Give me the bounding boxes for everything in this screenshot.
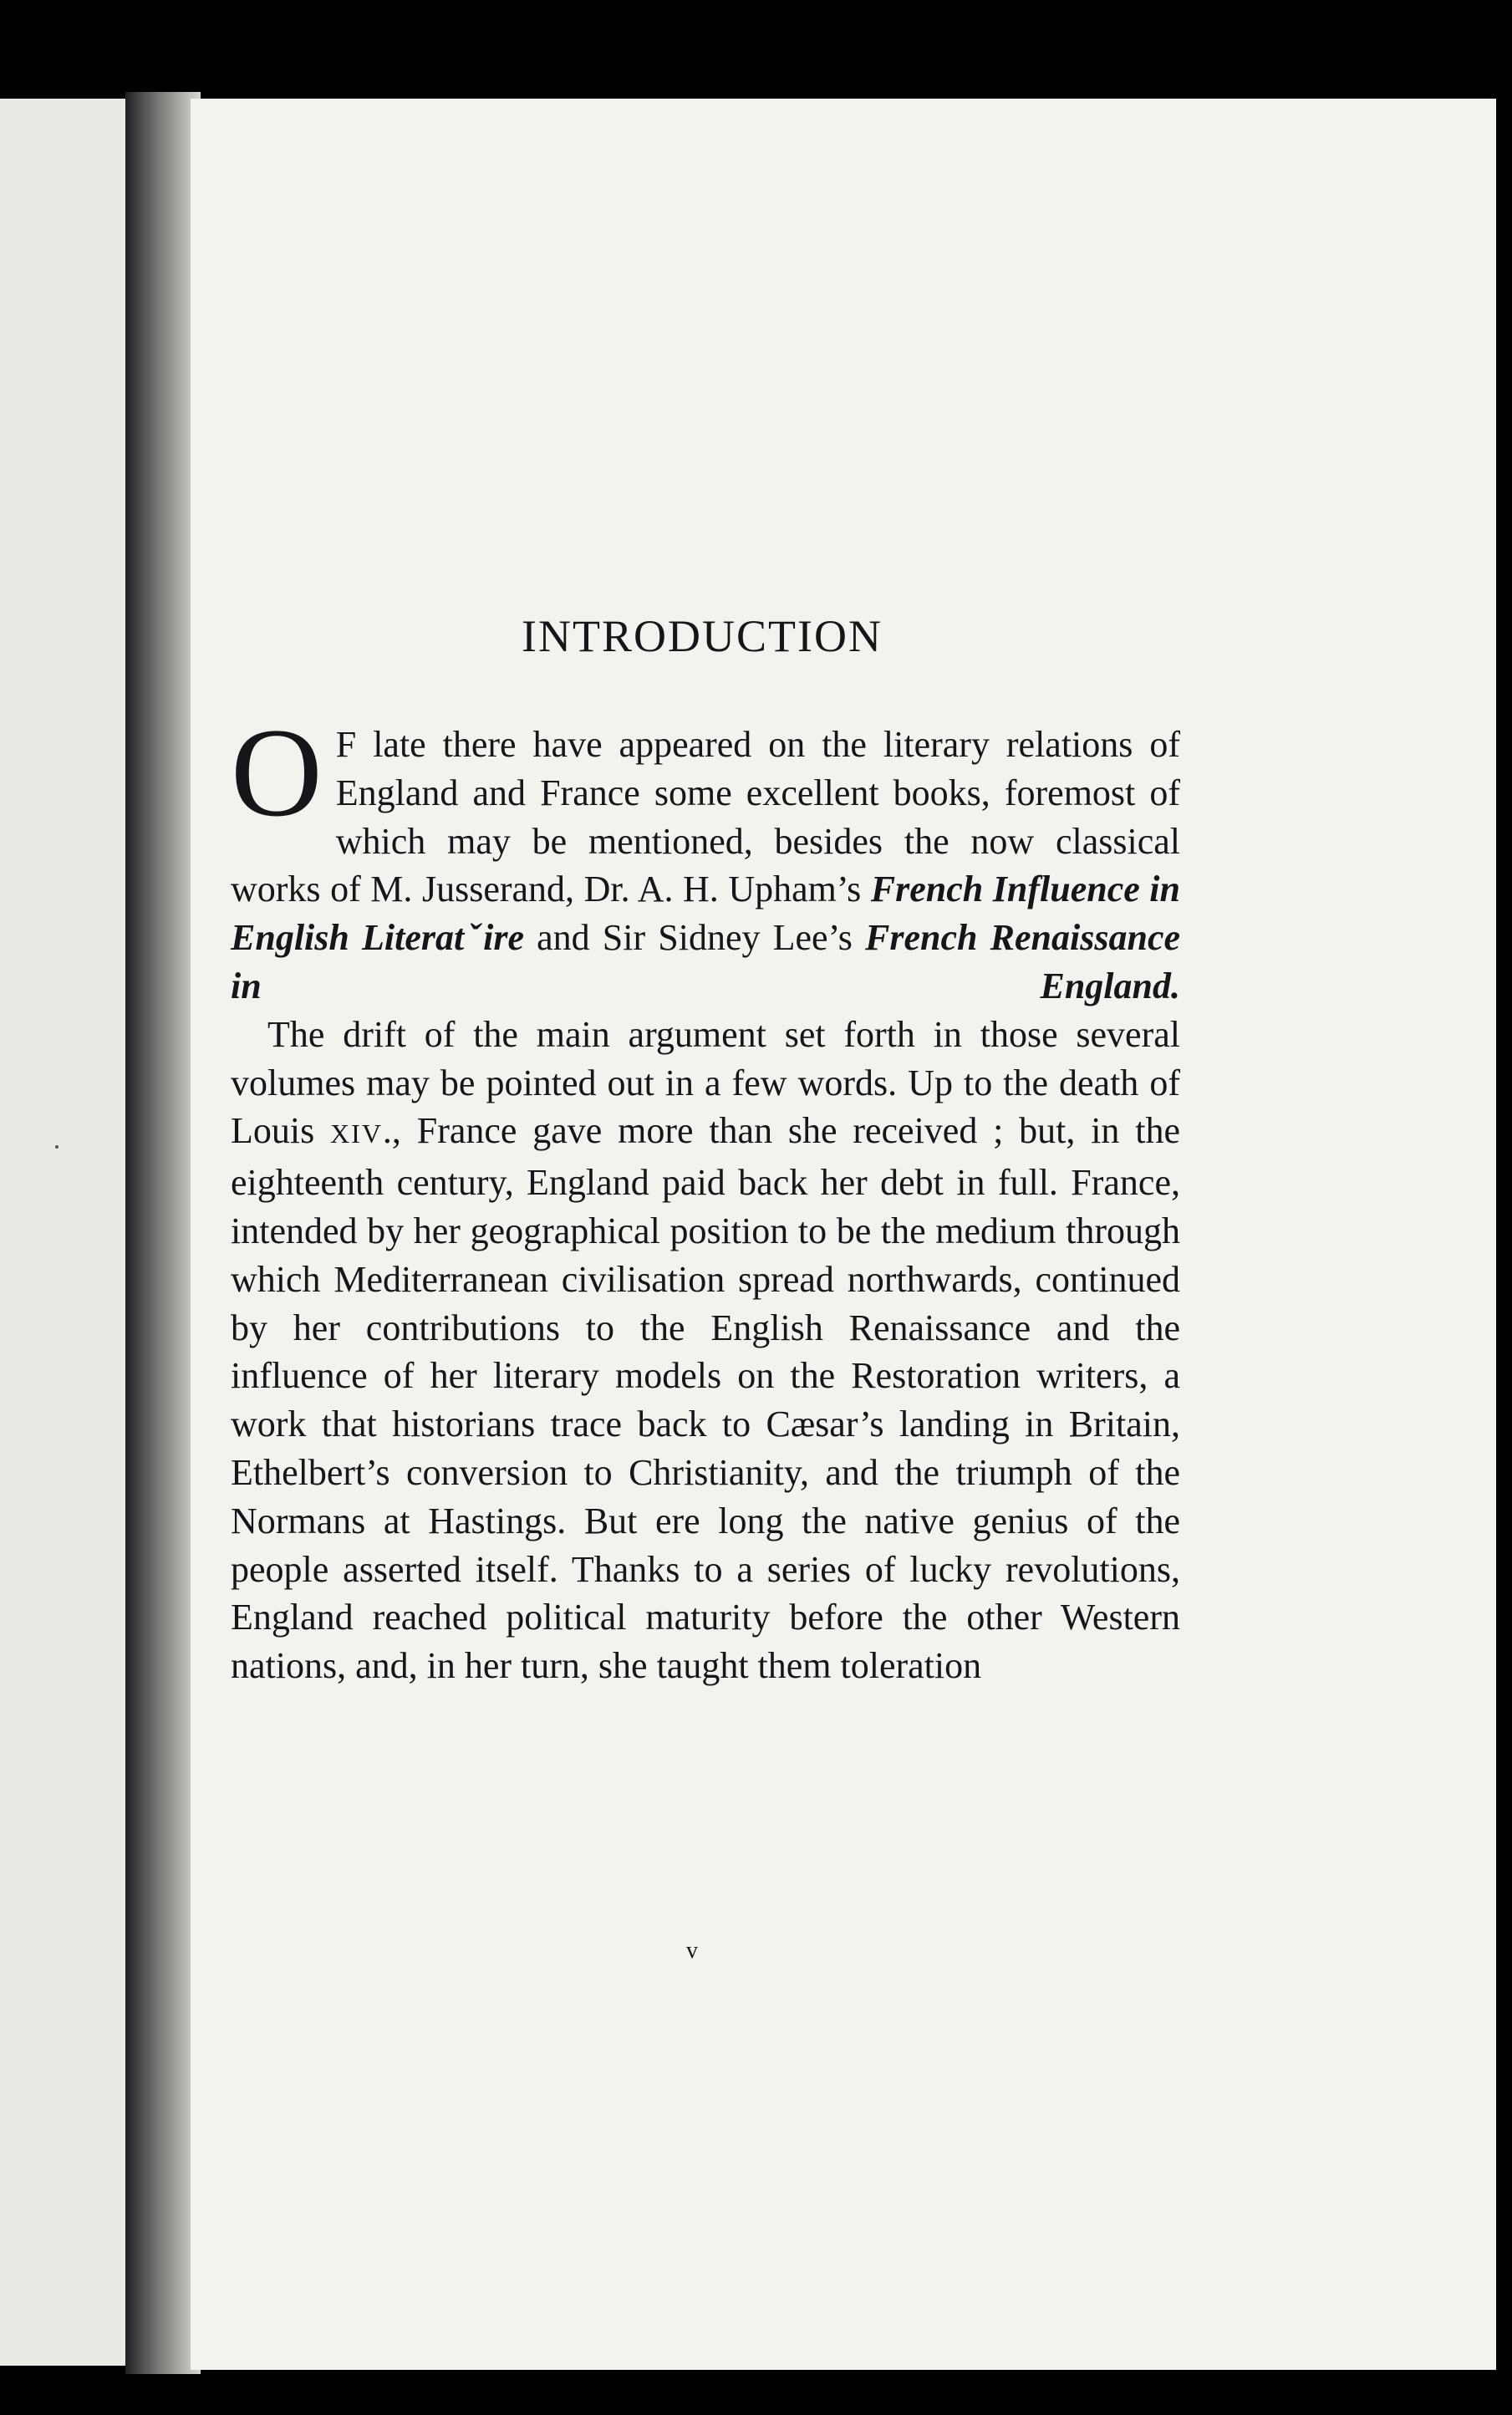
book-title-french-influence: French Influence in English Literatˇire — [231, 869, 1181, 959]
page-number: v — [686, 1938, 698, 1964]
chapter-heading: INTRODUCTION — [522, 611, 883, 661]
scan-speck — [55, 1145, 59, 1149]
book-title-french-renaissance: French Renaissance in England. — [231, 917, 1180, 1006]
body-text — [231, 702, 1181, 1690]
book-gutter — [125, 92, 201, 2374]
regnal-number: XIV — [330, 1118, 383, 1149]
paragraph-1-text: F late there have appeared on the literary relations of England and France some excellent books, foremost of which may be mentioned, besides the now classical works of M. Jusserand, Dr. A. H. Upham’s — [231, 724, 1180, 910]
paragraph-2-text: The drift of the main argument set forth in those several volumes may be pointed out in a few words. Up to the death of Louis — [231, 1013, 1180, 1152]
drop-cap: O — [231, 702, 323, 843]
paragraph-2 — [231, 1011, 1180, 1690]
paragraph-1 — [231, 702, 1181, 1011]
facing-page-edge — [0, 99, 125, 2366]
paragraph-2-text-cont: ., France gave more than she received ; but, in the eighteenth century, England paid back her debt in full. France, intended by her geographical position to be the medium through which Mediterranean civilisation spread northwards, continued by her contributions to the English Renaissance and the influence of her literary models on the Restoration writers, a work that historians trace back to Cæsar’s landing in Britain, Ethelbert’s conversion to Christianity, and the triumph of the Normans at Hastings. But ere long the native genius of the people asserted itself. Thanks to a series of lucky revolutions, England reached political maturity before the other Western nations, and, in her turn, she taught them toleration — [231, 1110, 1180, 1687]
paragraph-1-text-cont: and Sir Sidney Lee’s — [524, 917, 866, 959]
